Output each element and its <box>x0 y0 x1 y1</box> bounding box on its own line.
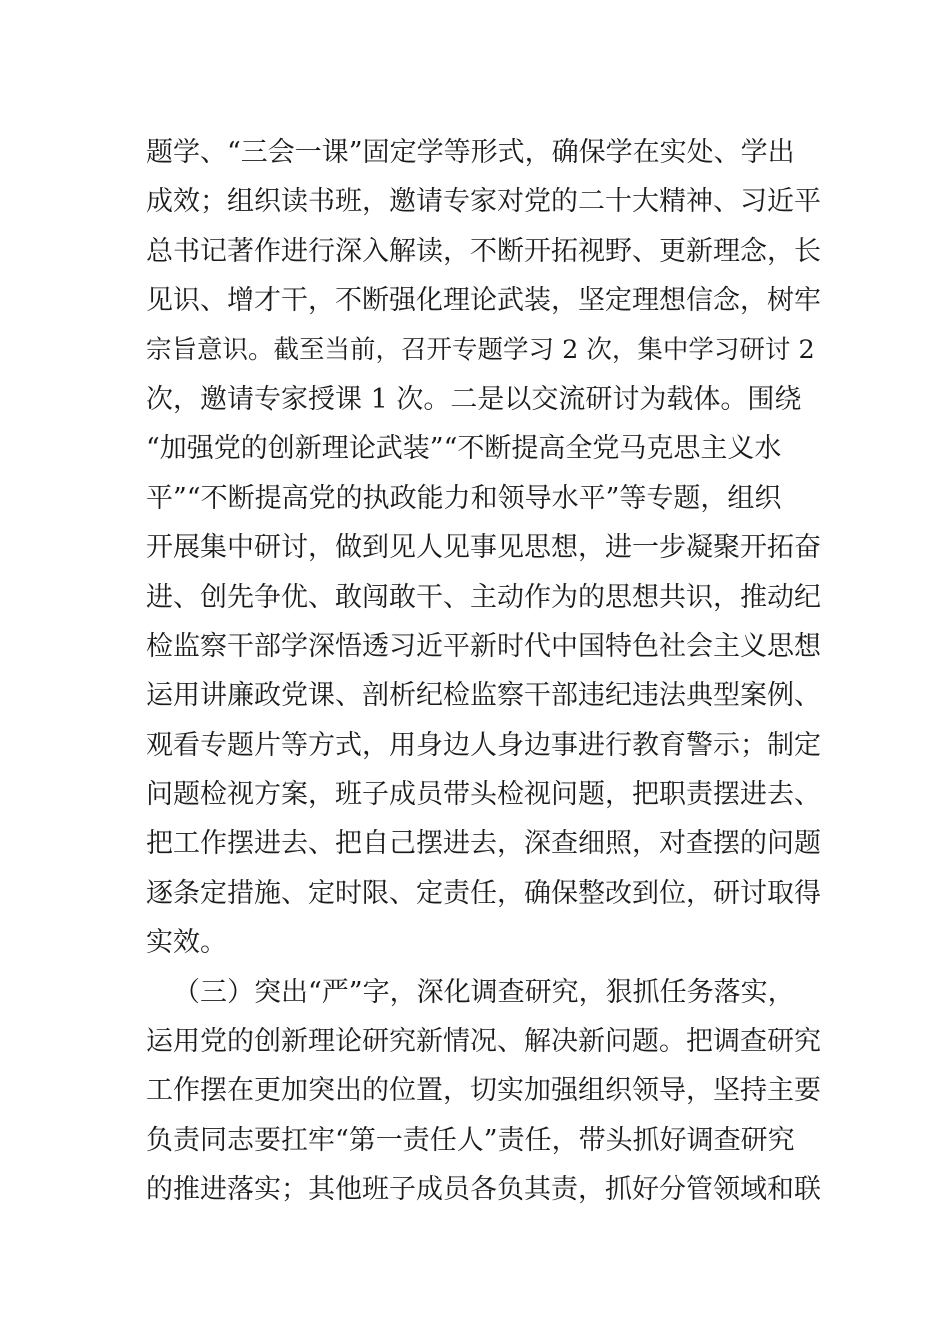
text-line: “加强党的创新理论武装”“不断提高全党马克思主义水 <box>146 433 782 465</box>
text-line: 运用党的创新理论研究新情况、解决新问题。把调查研究 <box>146 1026 821 1058</box>
text-line: 检监察干部学深悟透习近平新时代中国特色社会主义思想 <box>146 630 821 662</box>
text-line: 宗旨意识。截至当前，召开专题学习 2 次，集中学习研讨 2 <box>146 334 815 365</box>
text-line: 工作摆在更加突出的位置，切实加强组织领导，坚持主要 <box>146 1075 821 1107</box>
text-line: 观看专题片等方式，用身边人身边事进行教育警示；制定 <box>146 729 821 761</box>
body-text <box>146 128 826 1215</box>
text-line: 题学、“三会一课”固定学等形式，确保学在实处、学出 <box>146 137 795 168</box>
section-heading-line: （三）突出“严”字，深化调查研究，狠抓任务落实， <box>173 976 795 1008</box>
text-line: 实效。 <box>146 927 227 959</box>
text-line: 的推进落实；其他班子成员各负其责，抓好分管领域和联 <box>146 1174 821 1206</box>
text-line: 问题检视方案，班子成员带头检视问题，把职责摆进去、 <box>146 779 821 811</box>
text-line: 总书记著作进行深入解读，不断开拓视野、更新理念，长 <box>146 235 821 267</box>
text-line: 把工作摆进去、把自己摆进去，深查细照，对查摆的问题 <box>146 828 821 860</box>
text-line: 次，邀请专家授课 1 次。二是以交流研讨为载体。围绕 <box>146 383 802 415</box>
text-line: 平”“不断提高党的执政能力和领导水平”等专题，组织 <box>146 482 782 514</box>
text-line: 负责同志要扛牢“第一责任人”责任，带头抓好调查研究 <box>146 1124 795 1156</box>
text-line: 见识、增才干，不断强化理论武装，坚定理想信念，树牢 <box>146 285 821 317</box>
text-line: 成效；组织读书班，邀请专家对党的二十大精神、习近平 <box>146 186 821 218</box>
text-line: 运用讲廉政党课、剖析纪检监察干部违纪违法典型案例、 <box>146 680 821 712</box>
text-line: 开展集中研讨，做到见人见事见思想，进一步凝聚开拓奋 <box>146 532 821 564</box>
text-line: 逐条定措施、定时限、定责任，确保整改到位，研讨取得 <box>146 877 821 909</box>
text-line: 进、创先争优、敢闯敢干、主动作为的思想共识，推动纪 <box>146 581 821 613</box>
